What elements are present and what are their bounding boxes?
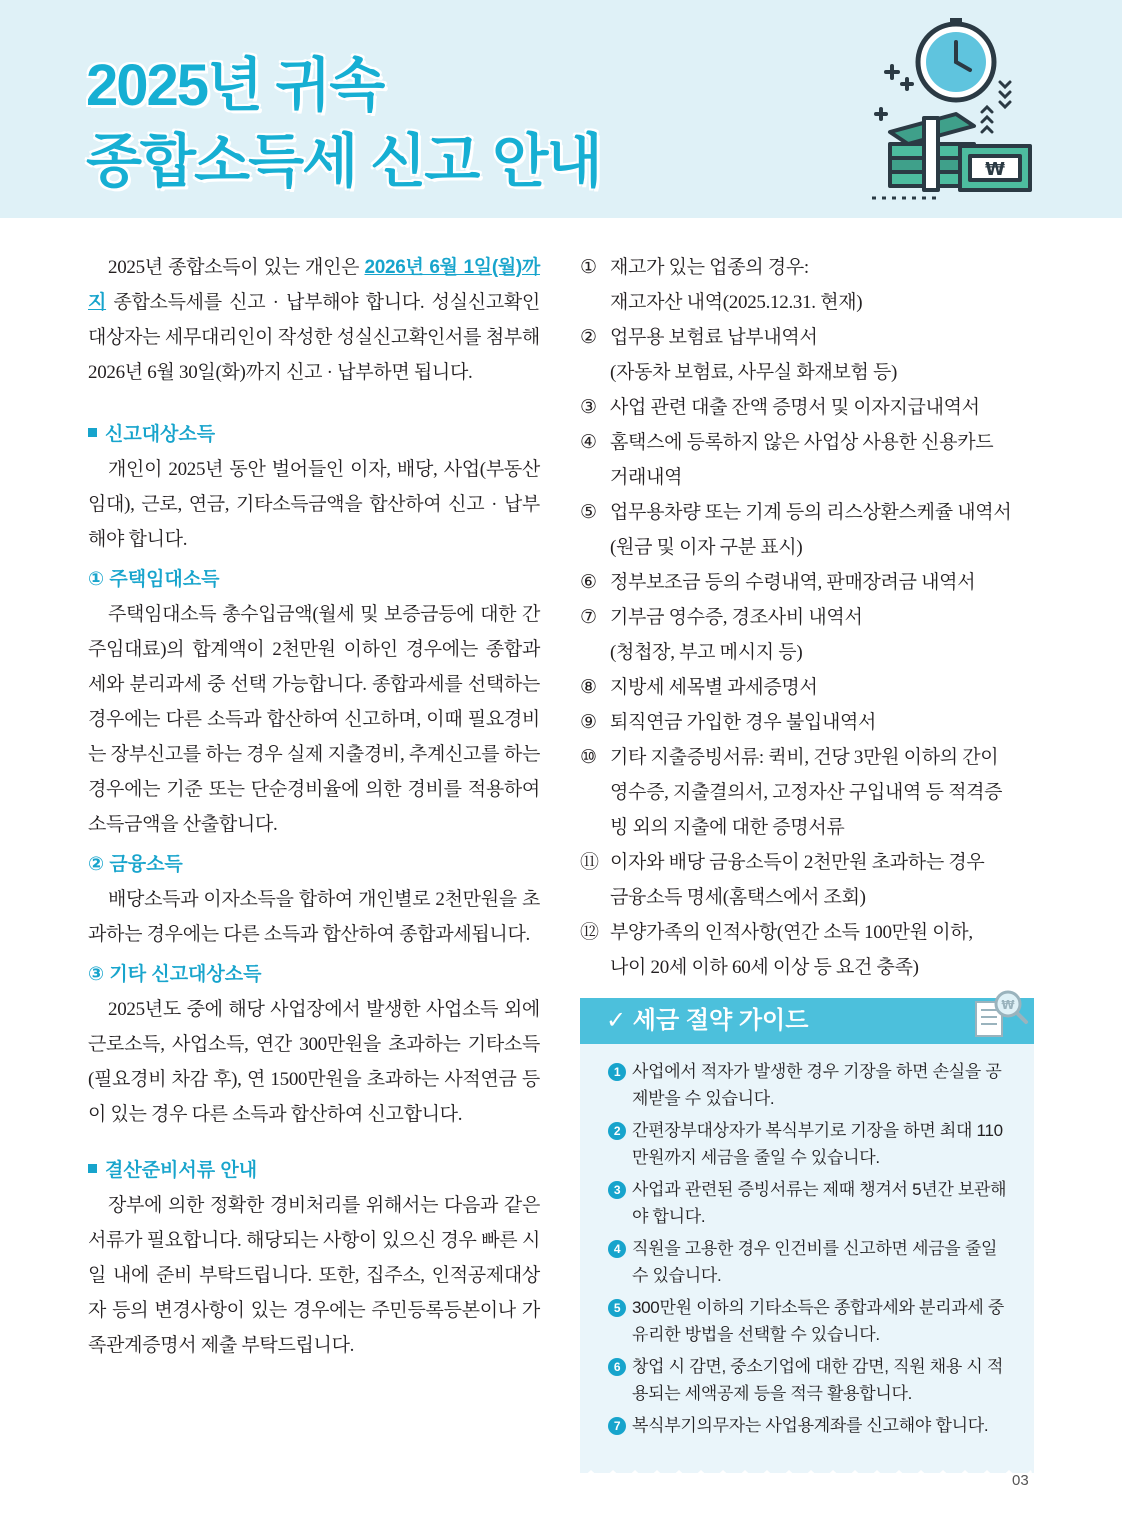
subsection-heading-financial: ② 금융소득 — [88, 854, 183, 875]
zigzag-edge — [580, 1466, 1034, 1480]
document-line: 부양가족의 인적사항(연간 소득 100만원 이하, — [610, 922, 973, 943]
intro-post: 종합소득세를 신고 · 납부해야 합니다. 성실신고확인대상자는 세무대리인이 작성한 성실신고확인서를 첨부해 2026년 6월 30일(화)까지 신고 · 납부하면 됩니다. — [88, 292, 540, 383]
number-badge: 4 — [608, 1240, 626, 1258]
page-number: 03 — [1012, 1472, 1029, 1489]
document-line: 재고가 있는 업종의 경우: — [610, 257, 809, 278]
document-line: 금융소득 명세(홈택스에서 조회) — [610, 887, 866, 908]
subsection-housing-body: 주택임대소득 총수입금액(월세 및 보증금등에 대한 간주임대료)의 합계액이 2천만원 이하인 경우에는 종합과세와 분리과세 중 선택 가능합니다. 종합과세를 선택하는 경우에는 다른 소득과 합산하여 신고하며, 이때 필요경비는 장부신고를 하는 경우 실제 지출경비, 추계신고를 하는 경우에는 기준 또는 단순경비율에 의한 경비를 적용하여 소득금액을 산출합니다. — [88, 604, 540, 835]
guide-item-text: 사업에서 적자가 발생한 경우 기장을 하면 손실을 공제받을 수 있습니다. — [632, 1062, 1002, 1108]
list-number: ⑥ — [580, 572, 597, 593]
list-number: ⑧ — [580, 677, 597, 698]
section-income-body: 개인이 2025년 동안 벌어들인 이자, 배당, 사업(부동산임대), 근로, 연금, 기타소득금액을 합산하여 신고 · 납부해야 합니다. — [88, 459, 540, 550]
document-line: 업무용 보험료 납부내역서 — [610, 327, 818, 348]
document-list-item — [580, 600, 1040, 670]
number-badge: 3 — [608, 1181, 626, 1199]
guide-item-text: 복식부기의무자는 사업용계좌를 신고해야 합니다. — [632, 1416, 989, 1435]
guide-item — [608, 1294, 1010, 1348]
section-heading-income: 신고대상소득 — [88, 418, 540, 452]
subsection-financial-body: 배당소득과 이자소득을 합하여 개인별로 2천만원을 초과하는 경우에는 다른 소득과 합산하여 종합과세됩니다. — [88, 889, 540, 945]
guide-list — [608, 1058, 1010, 1444]
document-line: 영수증, 지출결의서, 고정자산 구입내역 등 적격증 — [610, 782, 1003, 803]
number-badge: 6 — [608, 1358, 626, 1376]
document-line: 업무용차량 또는 기계 등의 리스상환스케쥴 내역서 — [610, 502, 1012, 523]
document-list-item — [580, 670, 1040, 705]
guide-item — [608, 1117, 1010, 1171]
document-list-item — [580, 565, 1040, 600]
guide-item — [608, 1058, 1010, 1112]
svg-text:₩: ₩ — [985, 159, 1005, 180]
document-line: 사업 관련 대출 잔액 증명서 및 이자지급내역서 — [610, 397, 980, 418]
page-title — [86, 48, 600, 200]
document-line: 거래내역 — [610, 467, 683, 488]
document-line: (원금 및 이자 구분 표시) — [610, 537, 803, 558]
document-line: 재고자산 내역(2025.12.31. 현재) — [610, 292, 863, 313]
document-list-item — [580, 250, 1040, 320]
list-number: ⑦ — [580, 607, 597, 628]
guide-item — [608, 1176, 1010, 1230]
list-number: ⑩ — [580, 747, 597, 768]
document-line: 홈택스에 등록하지 않은 사업상 사용한 신용카드 — [610, 432, 994, 453]
document-line: 이자와 배당 금융소득이 2천만원 초과하는 경우 — [610, 852, 985, 873]
document-list-item — [580, 495, 1040, 565]
list-number: ⑪ — [580, 852, 599, 873]
document-line: 정부보조금 등의 수령내역, 판매장려금 내역서 — [610, 572, 976, 593]
guide-item-text: 간편장부대상자가 복식부기로 기장을 하면 최대 110만원까지 세금을 줄일 수 있습니다. — [632, 1121, 1003, 1167]
title-line-2: 종합소득세 신고 안내 — [86, 129, 601, 194]
document-line: (청첩장, 부고 메시지 등) — [610, 642, 803, 663]
document-list-item — [580, 705, 1040, 740]
guide-item-text: 300만원 이하의 기타소득은 종합과세와 분리과세 중 유리한 방법을 선택할 수 있습니다. — [632, 1298, 1005, 1344]
guide-item-text: 창업 시 감면, 중소기업에 대한 감면, 직원 채용 시 적용되는 세액공제 등을 적극 활용합니다. — [632, 1357, 1004, 1403]
document-list-item — [580, 390, 1040, 425]
subsection-other-body: 2025년도 중에 해당 사업장에서 발생한 사업소득 외에 근로소득, 사업소득, 연간 300만원을 초과하는 기타소득(필요경비 차감 후), 연 1500만원을 초과하는 사적연금 등이 있는 경우 다른 소득과 합산하여 신고합니다. — [88, 999, 540, 1125]
document-line: 나이 20세 이하 60세 이상 등 요건 충족) — [610, 957, 919, 978]
left-column — [88, 250, 540, 1363]
document-line: 기타 지출증빙서류: 퀵비, 건당 3만원 이하의 간이 — [610, 747, 999, 768]
subsection-heading-other: ③ 기타 신고대상소득 — [88, 964, 262, 985]
document-list-item — [580, 320, 1040, 390]
document-list — [580, 250, 1040, 985]
guide-item-text: 사업과 관련된 증빙서류는 제때 챙겨서 5년간 보관해야 합니다. — [632, 1180, 1007, 1226]
document-line: (자동차 보험료, 사무실 화재보험 등) — [610, 362, 898, 383]
square-bullet-icon — [88, 1164, 97, 1173]
receipt-search-icon — [970, 988, 1032, 1044]
number-badge: 5 — [608, 1299, 626, 1317]
list-number: ④ — [580, 432, 597, 453]
list-number: ⑫ — [580, 922, 599, 943]
document-list-item — [580, 425, 1040, 495]
list-number: ① — [580, 257, 597, 278]
clock-money-icon — [862, 14, 1052, 204]
document-list-item — [580, 740, 1040, 845]
list-number: ⑤ — [580, 502, 597, 523]
subsection-heading-housing: ① 주택임대소득 — [88, 569, 220, 590]
document-line: 기부금 영수증, 경조사비 내역서 — [610, 607, 863, 628]
number-badge: 2 — [608, 1122, 626, 1140]
number-badge: 7 — [608, 1417, 626, 1435]
list-number: ⑨ — [580, 712, 597, 733]
guide-item-text: 직원을 고용한 경우 인건비를 신고하면 세금을 줄일 수 있습니다. — [632, 1239, 998, 1285]
intro-pre: 2025년 종합소득이 있는 개인은 — [108, 257, 365, 278]
guide-header — [580, 998, 1034, 1044]
section-documents-body: 장부에 의한 정확한 경비처리를 위해서는 다음과 같은 서류가 필요합니다. 해당되는 사항이 있으신 경우 빠른 시일 내에 준비 부탁드립니다. 또한, 집주소, 인적공제대상자 등의 변경사항이 있는 경우에는 주민등록등본이나 가족관계증명서 제출 부탁드립니다. — [88, 1195, 540, 1356]
title-line-1: 2025년 귀속 — [86, 53, 384, 118]
document-list-item — [580, 845, 1040, 915]
square-bullet-icon — [88, 428, 97, 437]
guide-item — [608, 1353, 1010, 1407]
guide-title: ✓ 세금 절약 가이드 — [606, 1007, 809, 1034]
header-banner — [0, 0, 1122, 218]
svg-text:₩: ₩ — [1001, 998, 1015, 1012]
intro-paragraph — [88, 250, 540, 390]
right-column — [580, 250, 1040, 985]
section-heading-documents: 결산준비서류 안내 — [88, 1154, 540, 1188]
list-number: ② — [580, 327, 597, 348]
deadline-highlight: 2026년 6월 1일(월)까지 — [88, 257, 540, 313]
tax-saving-guide-box — [580, 998, 1034, 1473]
number-badge: 1 — [608, 1063, 626, 1081]
list-number: ③ — [580, 397, 597, 418]
document-line: 빙 외의 지출에 대한 증명서류 — [610, 817, 845, 838]
guide-item — [608, 1412, 1010, 1439]
document-line: 지방세 세목별 과세증명서 — [610, 677, 818, 698]
document-line: 퇴직연금 가입한 경우 불입내역서 — [610, 712, 877, 733]
guide-item — [608, 1235, 1010, 1289]
document-list-item — [580, 915, 1040, 985]
